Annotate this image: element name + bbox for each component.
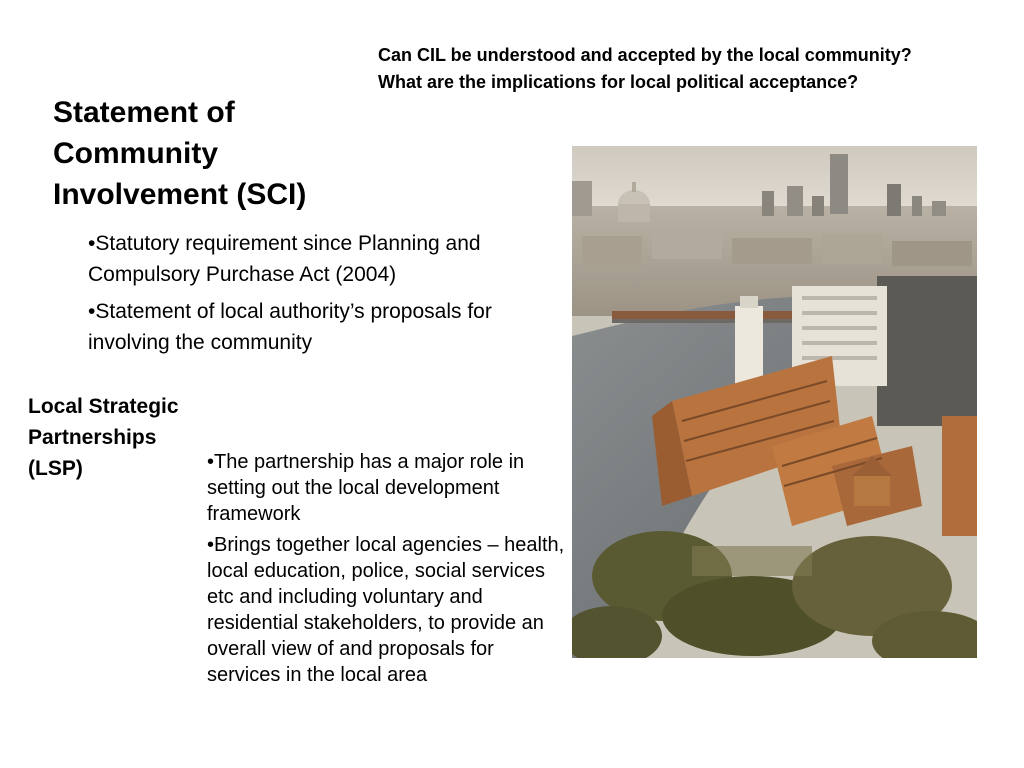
sci-bullet: •Statutory requirement since Planning and Compulsory Purchase Act (2004) — [88, 232, 481, 286]
lsp-heading: Local Strategic Partnerships (LSP) — [28, 395, 179, 480]
sci-bullet: •Statement of local authority’s proposals for involving the community — [88, 300, 492, 354]
sci-bullet-list — [88, 228, 558, 364]
question-text: Can CIL be understood and accepted by the local community? What are the implications for local political acceptance? — [378, 45, 912, 92]
lsp-bullet: •The partnership has a major role in setting out the local development framework — [207, 451, 525, 525]
lsp-bullet-list — [207, 449, 567, 693]
aerial-city-photo — [572, 146, 977, 658]
sci-title: Statement of Community Involvement (SCI) — [53, 96, 307, 211]
lsp-bullet: •Brings together local agencies – health, local education, police, social services etc and including voluntary and residential stakeholders, to provide an overall view of and proposals for services in the local area — [207, 534, 565, 686]
